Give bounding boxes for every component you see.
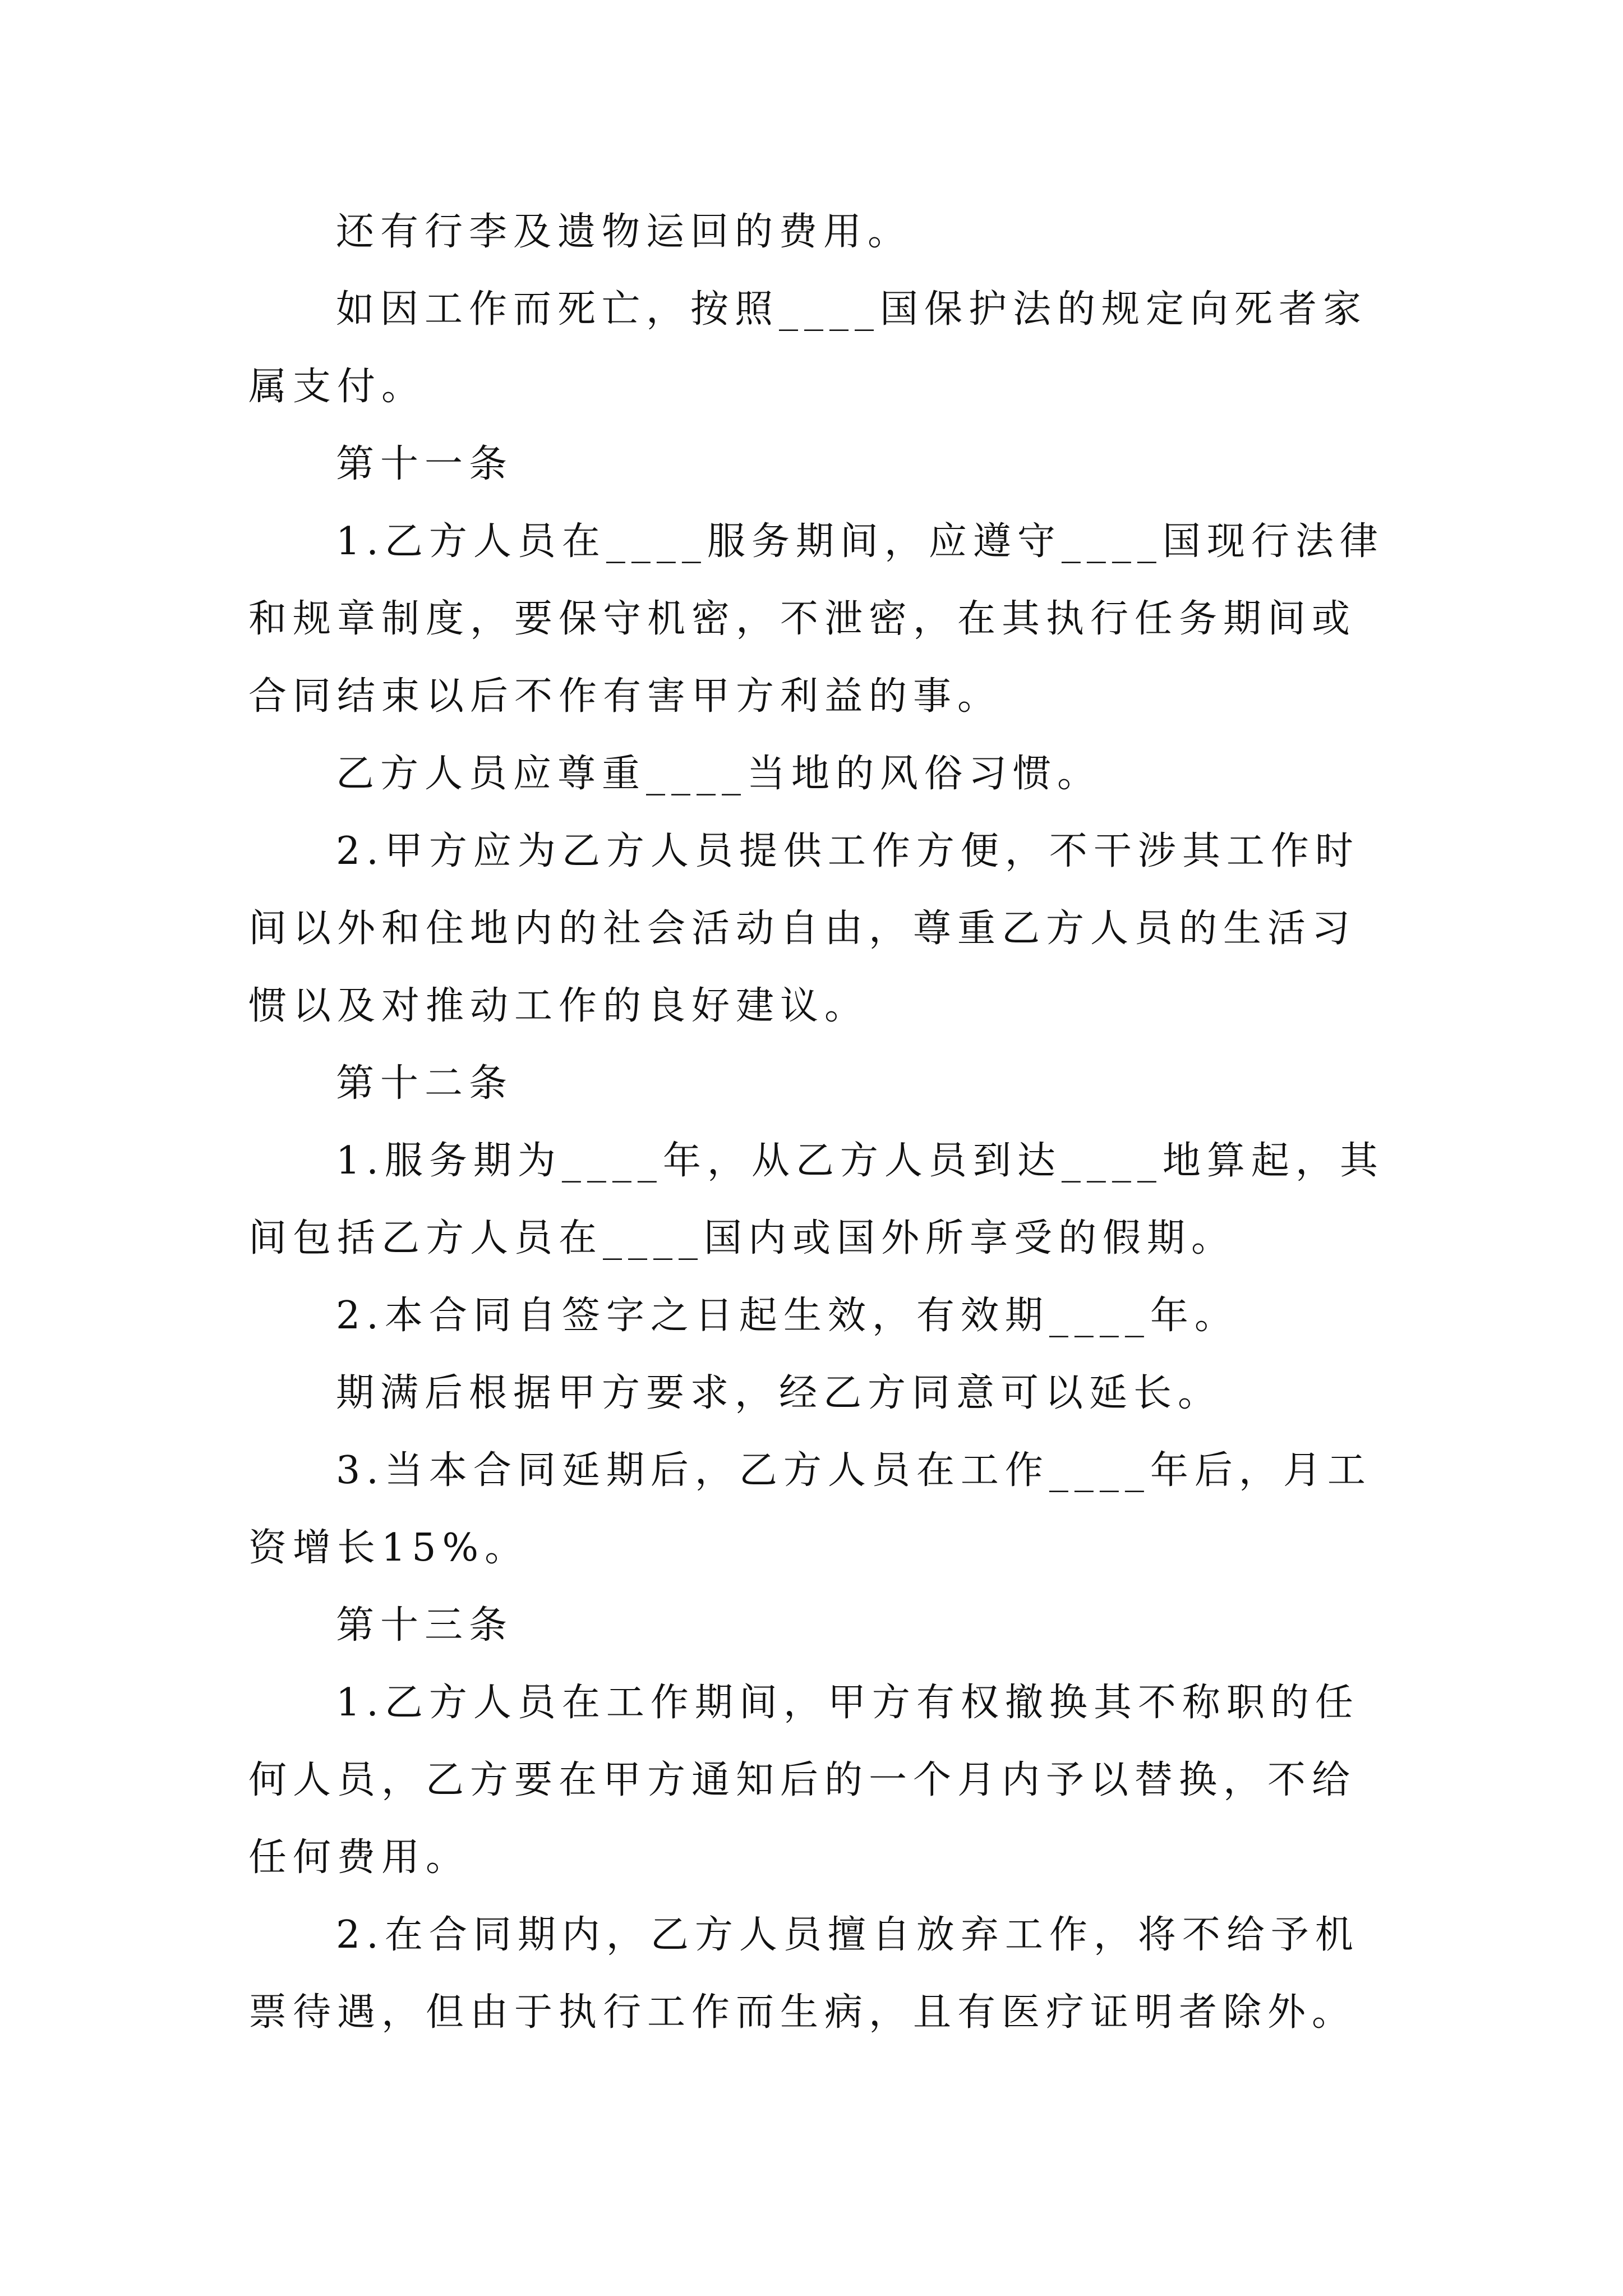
article-heading-13: 第十三条 [336, 1603, 514, 1648]
article-heading-11: 第十一条 [336, 442, 514, 486]
paragraph-11-2: 2.甲方应为乙方人员提供工作方便，不干涉其工作时间以外和住地内的社会活动自由，尊重乙方人员的生活习惯以及对推动工作的良好建议。 [248, 829, 1359, 1028]
paragraph-12-3: 3.当本合同延期后，乙方人员在工作____年后，月工资增长15%。 [248, 1448, 1372, 1570]
document-body [248, 194, 1390, 2051]
paragraph-death-compensation: 如因工作而死亡，按照____国保护法的规定向死者家属支付。 [248, 287, 1368, 409]
paragraph-12-extension: 期满后根据甲方要求，经乙方同意可以延长。 [336, 1371, 1223, 1415]
paragraph-11-1: 1.乙方人员在____服务期间，应遵守____国现行法律和规章制度，要保守机密，不泄密，在其执行任务期间或合同结束以后不作有害甲方利益的事。 [248, 519, 1384, 719]
paragraph-11-customs: 乙方人员应尊重____当地的风俗习惯。 [336, 752, 1102, 796]
article-heading-12: 第十二条 [336, 1061, 514, 1106]
paragraph-13-1: 1.乙方人员在工作期间，甲方有权撤换其不称职的任何人员，乙方要在甲方通知后的一个月内予以替换，不给任何费用。 [248, 1681, 1359, 1880]
paragraph-12-1: 1.服务期为____年，从乙方人员到达____地算起，其间包括乙方人员在____国内或国外所享受的假期。 [248, 1139, 1384, 1260]
paragraph-13-2: 2.在合同期内，乙方人员擅自放弃工作，将不给予机票待遇，但由于执行工作而生病，且有医疗证明者除外。 [248, 1913, 1359, 2035]
paragraph-12-2: 2.本合同自签字之日起生效，有效期____年。 [336, 1294, 1239, 1338]
paragraph-luggage-costs: 还有行李及遗物运回的费用。 [336, 210, 912, 254]
